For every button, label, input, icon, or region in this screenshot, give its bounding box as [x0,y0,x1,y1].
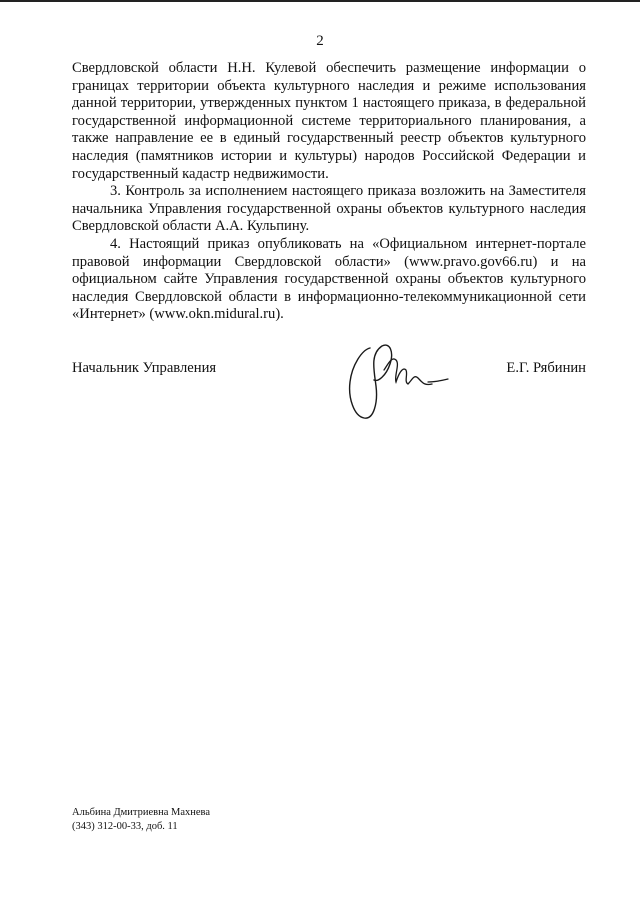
paragraph-item-3: 3. Контроль за исполнением настоящего приказа возложить на Заместителя начальника Управления государственной охраны объектов культурного наследия Свердловской области А.А. Кульпину. [72,183,586,235]
contact-phone: (343) 312-00-33, доб. 11 [72,820,178,832]
document-body [72,60,586,324]
scan-top-edge [0,0,640,2]
paragraph-item-4: 4. Настоящий приказ опубликовать на «Официальном интернет-портале правовой информации Свердловской области» (www.pravo.gov66.ru) и на официальном сайте Управления государственной охраны объектов культурного наследия Свердловской области в информационно-телекоммуникационной сети «Интернет» (www.okn.midural.ru). [72,235,586,323]
signer-title: Начальник Управления [72,360,217,376]
page-number: 2 [316,33,324,49]
signature-block [72,360,586,380]
contact-info [72,806,210,833]
handwritten-signature [340,330,455,430]
signer-name: Е.Г. Рябинин [506,360,586,376]
contact-name: Альбина Дмитриевна Махнева [72,807,211,818]
paragraph-continuation: Свердловской области Н.Н. Кулевой обеспечить размещение информации о границах территории объекта культурного наследия и режиме использования данной территории, утвержденных пунктом 1 настоящего приказа, в федеральной государственной информационной системе территориального планирования, а также направление ее в единый государственный реестр объектов культурного наследия (памятников истории и культуры) народов Российской Федерации и государственный кадастр недвижимости. [72,60,586,182]
